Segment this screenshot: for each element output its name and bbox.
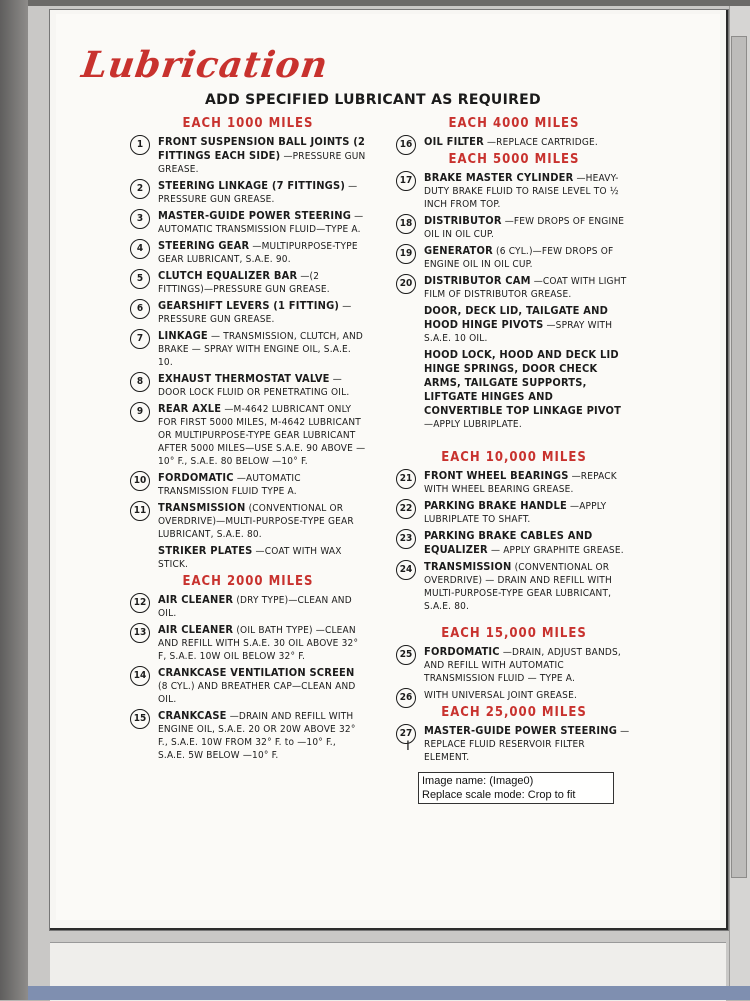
- item-text: [424, 499, 632, 526]
- item-number-badge: 9: [130, 402, 150, 422]
- item-text: [424, 171, 632, 211]
- item-number-badge: 8: [130, 372, 150, 392]
- item-number-badge: 4: [130, 239, 150, 259]
- item-part-name: CRANKCASE VENTILATION SCREEN: [158, 666, 355, 679]
- mileage-heading: EACH 25,000 MILES: [441, 705, 587, 720]
- item-instruction: —APPLY LUBRIPLATE.: [424, 419, 522, 430]
- item-part-name: TRANSMISSION: [424, 560, 512, 573]
- item-text: [424, 688, 632, 702]
- item-number-badge: 21: [396, 469, 416, 489]
- item-number-badge: 10: [130, 471, 150, 491]
- mileage-heading: EACH 1000 MILES: [182, 116, 314, 131]
- item-number-badge: 15: [130, 709, 150, 729]
- item-part-name: FRONT SUSPENSION BALL JOINTS (2 FITTINGS EACH SIDE): [158, 135, 366, 162]
- lube-item: [130, 593, 366, 620]
- item-text: [158, 179, 366, 206]
- item-part-name: MASTER-GUIDE POWER STEERING: [158, 209, 352, 222]
- item-part-name: DISTRIBUTOR: [424, 214, 502, 227]
- item-instruction: (OIL BATH TYPE) —CLEAN AND REFILL WITH S.A.E. 30 OIL ABOVE 32° F, S.A.E. 10W OIL BELOW 32° F.: [158, 625, 359, 662]
- spacer: [396, 616, 632, 626]
- item-instruction: —COAT WITH LIGHT FILM OF DISTRIBUTOR GREASE.: [424, 276, 627, 300]
- item-part-name: GENERATOR: [424, 244, 493, 257]
- item-text: [158, 666, 366, 706]
- item-instruction: —HEAVY-DUTY BRAKE FLUID TO RAISE LEVEL TO ½ INCH FROM TOP.: [424, 173, 619, 210]
- mileage-heading: EACH 2000 MILES: [182, 574, 314, 589]
- item-instruction: — APPLY GRAPHITE GREASE.: [490, 545, 624, 556]
- item-number-badge: 18: [396, 214, 416, 234]
- item-instruction: —REPLACE FLUID RESERVOIR FILTER ELEMENT.: [424, 726, 630, 763]
- unnumbered-item: [396, 348, 632, 431]
- item-text: [158, 299, 366, 326]
- lube-item: [396, 469, 632, 496]
- item-instruction: —PRESSURE GUN GREASE.: [158, 181, 358, 205]
- item-number-badge: 26: [396, 688, 416, 708]
- item-number-badge: 3: [130, 209, 150, 229]
- item-number-badge: 19: [396, 244, 416, 264]
- item-text: [424, 135, 632, 149]
- text-cursor-icon: I: [406, 737, 410, 753]
- item-text: [158, 623, 366, 663]
- item-number-badge: 2: [130, 179, 150, 199]
- item-text: [158, 329, 366, 369]
- item-number-badge: 24: [396, 560, 416, 580]
- taskbar: [28, 986, 750, 1000]
- vertical-scrollbar[interactable]: [729, 6, 750, 1000]
- lube-item: [396, 688, 632, 702]
- item-part-name: FORDOMATIC: [424, 645, 500, 658]
- item-instruction: —DRAIN, ADJUST BANDS, AND REFILL WITH AUTOMATIC TRANSMISSION FLUID — TYPE A.: [424, 647, 621, 684]
- lube-item: [396, 135, 632, 149]
- item-number-badge: 11: [130, 501, 150, 521]
- item-text: [424, 274, 632, 301]
- page-title: Lubrication: [79, 44, 331, 86]
- tooltip-image-name: Image name: (Image0): [422, 775, 534, 787]
- scrollbar-thumb[interactable]: [731, 36, 747, 878]
- item-instruction: — TRANSMISSION, CLUTCH, AND BRAKE — SPRAY WITH ENGINE OIL, S.A.E. 10.: [158, 331, 364, 368]
- lube-item: [130, 471, 366, 498]
- item-number-badge: 14: [130, 666, 150, 686]
- item-text: [158, 471, 366, 498]
- item-text: [424, 560, 632, 613]
- item-text: [158, 402, 366, 468]
- item-instruction: —PRESSURE GUN GREASE.: [158, 301, 352, 325]
- item-instruction: —PRESSURE GUN GREASE.: [158, 151, 366, 175]
- item-instruction: —DOOR LOCK FLUID OR PENETRATING OIL.: [158, 374, 350, 398]
- item-instruction: (CONVENTIONAL OR OVERDRIVE) — DRAIN AND REFILL WITH MULTI-PURPOSE-TYPE GEAR LUBRICANT, S.A.E. 80.: [424, 562, 612, 612]
- item-instruction: (CONVENTIONAL OR OVERDRIVE)—MULTI-PURPOSE-TYPE GEAR LUBRICANT, S.A.E. 80.: [158, 503, 354, 540]
- page-subtitle: ADD SPECIFIED LUBRICANT AS REQUIRED: [205, 92, 541, 108]
- item-instruction: (DRY TYPE)—CLEAN AND OIL.: [158, 595, 352, 619]
- item-instruction: (6 CYL.)—FEW DROPS OF ENGINE OIL IN OIL CUP.: [424, 246, 614, 270]
- mileage-heading: EACH 4000 MILES: [448, 116, 580, 131]
- lube-item: [396, 171, 632, 211]
- image-tooltip: [418, 772, 614, 804]
- item-instruction: —REPLACE CARTRIDGE.: [486, 137, 598, 148]
- item-instruction: —COAT WITH WAX STICK.: [158, 546, 342, 570]
- item-instruction: —AUTOMATIC TRANSMISSION FLUID—TYPE A.: [158, 211, 364, 235]
- item-part-name: MASTER-GUIDE POWER STEERING: [424, 724, 618, 737]
- item-instruction: —FEW DROPS OF ENGINE OIL IN OIL CUP.: [424, 216, 625, 240]
- item-part-name: LINKAGE: [158, 329, 208, 342]
- lube-item: [130, 209, 366, 236]
- lube-item: [396, 645, 632, 685]
- lube-item: [130, 329, 366, 369]
- item-instruction: —M-4642 LUBRICANT ONLY FOR FIRST 5000 MILES, M-4642 LUBRICANT OR MULTIPURPOSE-TYPE GEAR LUBRICANT AFTER 5000 MILES—USE S.A.E. 90 ABOVE —10° F., S.A.E. 80 BELOW —10° F.: [158, 404, 366, 467]
- item-part-name: AIR CLEANER: [158, 623, 234, 636]
- item-text: [424, 214, 632, 241]
- item-instruction: —AUTOMATIC TRANSMISSION FLUID TYPE A.: [158, 473, 301, 497]
- item-text: [424, 724, 632, 764]
- item-part-name: OIL FILTER: [424, 135, 484, 148]
- item-number-badge: 17: [396, 171, 416, 191]
- item-part-name: DOOR, DECK LID, TAILGATE AND HOOD HINGE PIVOTS: [424, 304, 609, 331]
- item-instruction: —SPRAY WITH S.A.E. 10 OIL.: [424, 320, 613, 344]
- item-text: [158, 501, 366, 541]
- item-number-badge: 20: [396, 274, 416, 294]
- item-text: [158, 593, 366, 620]
- lube-item: [130, 402, 366, 468]
- lube-item: [130, 372, 366, 399]
- item-instruction: —DRAIN AND REFILL WITH ENGINE OIL, S.A.E. 20 OR 20W ABOVE 32° F., S.A.E. 10W FROM 32° F. to —10° F., S.A.E. 5W BELOW —10° F.: [158, 711, 356, 761]
- lube-item: [130, 501, 366, 541]
- item-number-badge: 13: [130, 623, 150, 643]
- lube-item: [130, 269, 366, 296]
- item-part-name: STEERING GEAR: [158, 239, 250, 252]
- item-part-name: TRANSMISSION: [158, 501, 246, 514]
- lube-item: [396, 724, 632, 764]
- item-number-badge: 16: [396, 135, 416, 155]
- item-text: [158, 709, 366, 762]
- mileage-heading: EACH 10,000 MILES: [441, 450, 587, 465]
- item-text: [424, 529, 632, 557]
- item-instruction: (8 CYL.) AND BREATHER CAP—CLEAN AND OIL.: [158, 681, 356, 705]
- item-part-name: STRIKER PLATES: [158, 544, 253, 557]
- item-part-name: CRANKCASE: [158, 709, 227, 722]
- spacer: [396, 434, 632, 450]
- item-number-badge: 25: [396, 645, 416, 665]
- item-text: [158, 209, 366, 236]
- item-number-badge: 7: [130, 329, 150, 349]
- unnumbered-item: [396, 304, 632, 345]
- left-column: [130, 116, 366, 765]
- item-part-name: REAR AXLE: [158, 402, 222, 415]
- item-part-name: PARKING BRAKE HANDLE: [424, 499, 567, 512]
- item-text: [424, 244, 632, 271]
- right-column: [396, 116, 632, 767]
- item-number-badge: 27: [396, 724, 416, 744]
- unnumbered-item: [130, 544, 366, 571]
- lube-item: [130, 179, 366, 206]
- lube-item: [130, 666, 366, 706]
- lube-item: [130, 135, 366, 176]
- lube-item: [130, 299, 366, 326]
- monitor-bezel-left: [0, 0, 28, 1000]
- item-part-name: FORDOMATIC: [158, 471, 234, 484]
- item-number-badge: 5: [130, 269, 150, 289]
- mileage-heading: EACH 15,000 MILES: [441, 626, 587, 641]
- item-part-name: CLUTCH EQUALIZER BAR: [158, 269, 298, 282]
- lube-item: [396, 560, 632, 613]
- item-instruction: —REPACK WITH WHEEL BEARING GREASE.: [424, 471, 617, 495]
- item-part-name: HOOD LOCK, HOOD AND DECK LID HINGE SPRINGS, DOOR CHECK ARMS, TAILGATE SUPPORTS, LIFTGATE HINGES AND CONVERTIBLE TOP LINKAGE PIVOT: [424, 348, 622, 417]
- item-part-name: DISTRIBUTOR CAM: [424, 274, 531, 287]
- tooltip-scale-mode: Replace scale mode: Crop to fit: [422, 789, 576, 801]
- lube-item: [396, 214, 632, 241]
- item-instruction: —MULTIPURPOSE-TYPE GEAR LUBRICANT, S.A.E. 90.: [158, 241, 358, 265]
- item-text: [158, 372, 366, 399]
- lube-item: [130, 239, 366, 266]
- item-text: [158, 239, 366, 266]
- item-part-name: PARKING BRAKE CABLES AND EQUALIZER: [424, 529, 593, 556]
- item-part-name: FRONT WHEEL BEARINGS: [424, 469, 569, 482]
- item-part-name: STEERING LINKAGE (7 FITTINGS): [158, 179, 346, 192]
- item-part-name: GEARSHIFT LEVERS (1 FITTING): [158, 299, 340, 312]
- lube-item: [396, 499, 632, 526]
- lube-item: [396, 244, 632, 271]
- lube-item: [130, 709, 366, 762]
- lube-item: [396, 529, 632, 557]
- lube-item: [396, 274, 632, 301]
- item-text: [424, 469, 632, 496]
- item-instruction: WITH UNIVERSAL JOINT GREASE.: [424, 690, 578, 701]
- item-instruction: —(2 FITTINGS)—PRESSURE GUN GREASE.: [158, 271, 330, 295]
- item-text: [158, 269, 366, 296]
- item-number-badge: 12: [130, 593, 150, 613]
- item-part-name: BRAKE MASTER CYLINDER: [424, 171, 574, 184]
- item-part-name: AIR CLEANER: [158, 593, 234, 606]
- item-text: [158, 135, 366, 176]
- mileage-heading: EACH 5000 MILES: [448, 152, 580, 167]
- item-number-badge: 23: [396, 529, 416, 549]
- item-text: [424, 645, 632, 685]
- item-number-badge: 22: [396, 499, 416, 519]
- item-instruction: —APPLY LUBRIPLATE TO SHAFT.: [424, 501, 607, 525]
- lube-item: [130, 623, 366, 663]
- item-number-badge: 1: [130, 135, 150, 155]
- item-number-badge: 6: [130, 299, 150, 319]
- item-part-name: EXHAUST THERMOSTAT VALVE: [158, 372, 330, 385]
